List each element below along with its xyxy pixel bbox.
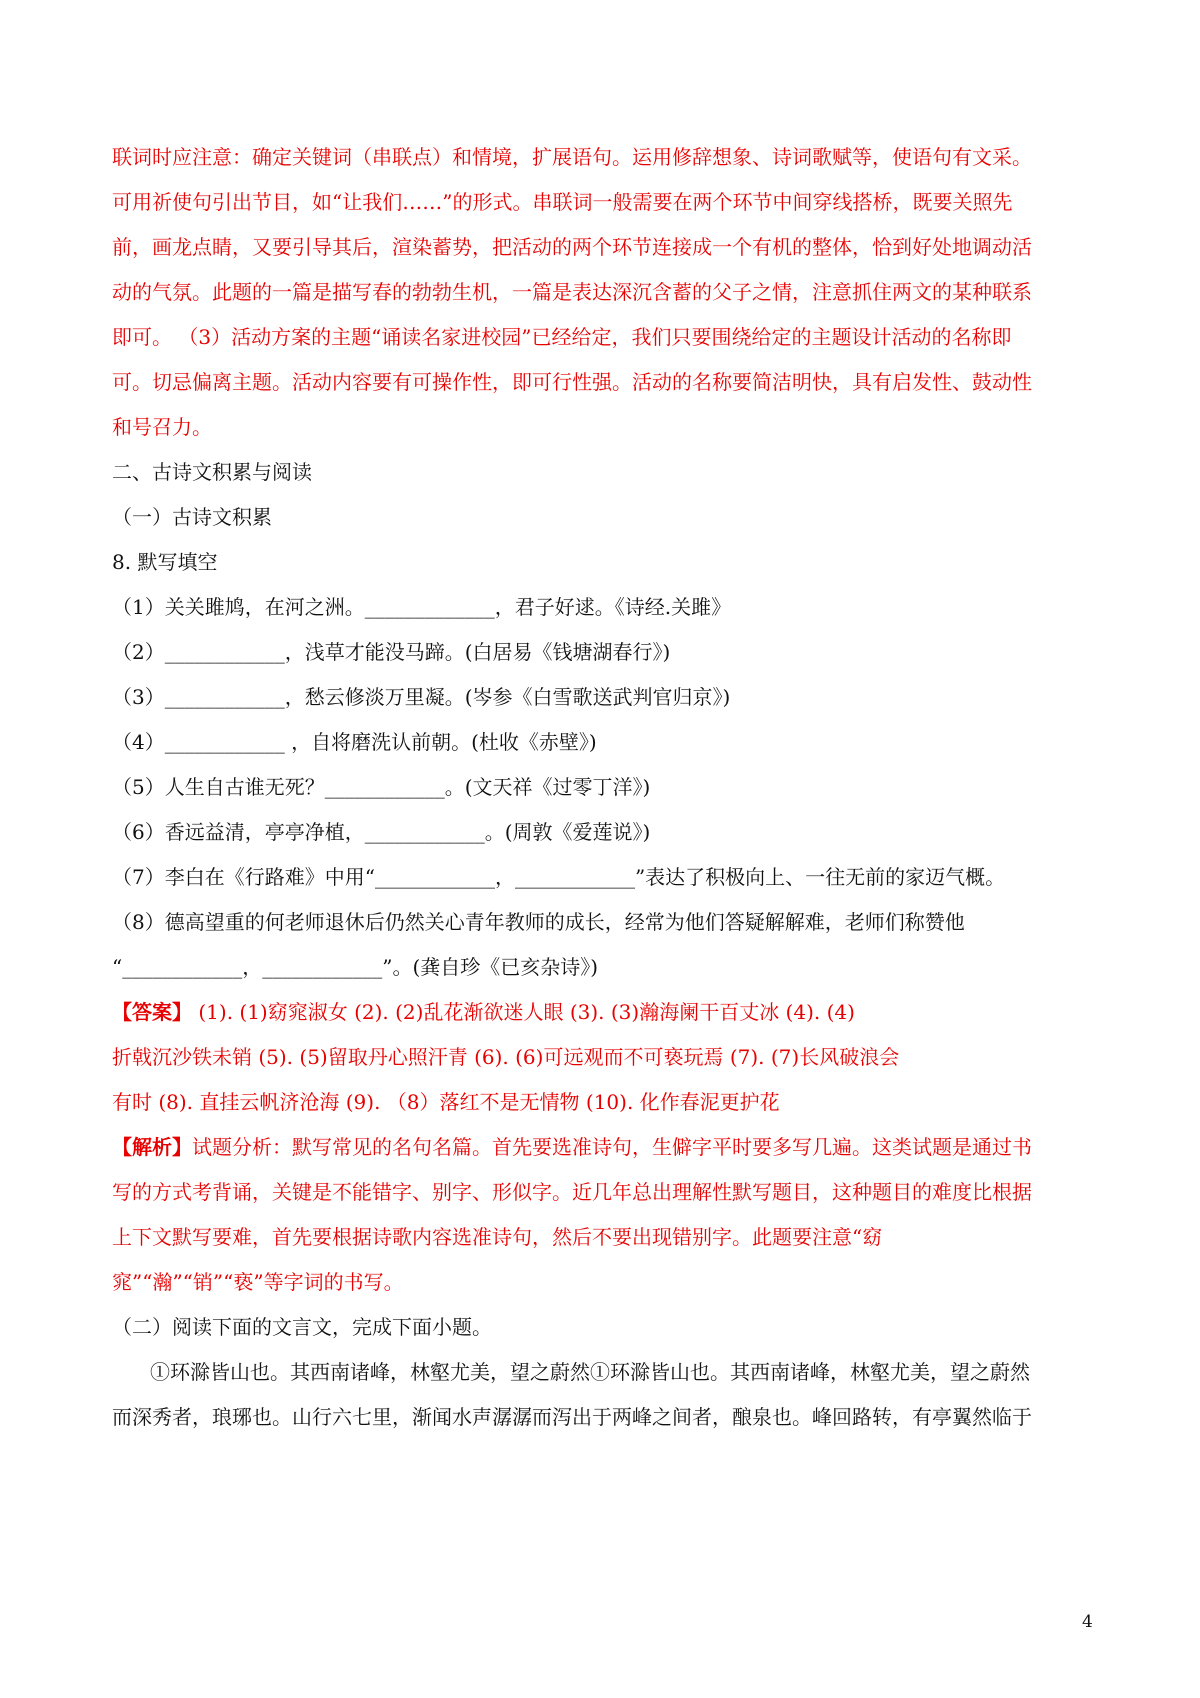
subsection-title: （一）古诗文积累 <box>112 505 272 529</box>
fill-item: （4）____________ ，自将磨洗认前朝。(杜收《赤壁》) <box>112 730 597 754</box>
explanation-line: 即可。 （3）活动方案的主题“诵读名家进校园”已经给定，我们只要围绕给定的主题设计活动的名称即 <box>112 325 1012 349</box>
answer-label: 【答案】 <box>112 1000 192 1024</box>
page-number: 4 <box>1082 1612 1093 1632</box>
explanation-line: 动的气氛。此题的一篇是描写春的勃勃生机，一篇是表达深沉含蓄的父子之情，注意抓住两文的某种联系 <box>112 280 1032 304</box>
subsection-title: （二）阅读下面的文言文，完成下面小题。 <box>112 1315 492 1339</box>
analysis-line: 窕”“瀚”“销”“亵”等字词的书写。 <box>112 1270 404 1294</box>
fill-item: “____________，____________”。(龚自珍《已亥杂诗》) <box>112 955 599 979</box>
passage-line: 而深秀者，琅琊也。山行六七里，渐闻水声潺潺而泻出于两峰之间者，酿泉也。峰回路转，有亭翼然临于 <box>112 1405 1032 1429</box>
analysis-line: 写的方式考背诵，关键是不能错字、别字、形似字。近几年总出理解性默写题目，这种题目的难度比根据 <box>112 1180 1032 1204</box>
answer-line <box>112 998 855 1026</box>
fill-item: （6）香远益清，亭亭净植，____________。(周敦《爱莲说》) <box>112 820 651 844</box>
explanation-line: 和号召力。 <box>112 415 212 439</box>
fill-item: （3）____________，愁云修淡万里凝。(岑参《白雪歌送武判官归京》) <box>112 685 731 709</box>
analysis-text: 试题分析：默写常见的名句名篇。首先要选准诗句，生僻字平时要多写几遍。这类试题是通过书 <box>192 1135 1032 1159</box>
explanation-line: 联词时应注意：确定关键词（串联点）和情境，扩展语句。运用修辞想象、诗词歌赋等，使语句有文采。 <box>112 145 1032 169</box>
explanation-line: 可用祈使句引出节目，如“让我们……”的形式。串联词一般需要在两个环节中间穿线搭桥，既要关照先 <box>112 190 1013 214</box>
fill-item: （1）关关雎鸠，在河之洲。_____________，君子好逑。《诗经.关雎》 <box>112 595 732 619</box>
answer-line: 折戟沉沙铁未销 (5). (5)留取丹心照汗青 (6). (6)可远观而不可亵玩焉 (7). (7)长风破浪会 <box>112 1045 900 1069</box>
analysis-line: 上下文默写要难，首先要根据诗歌内容选准诗句，然后不要出现错别字。此题要注意“窈 <box>112 1225 883 1249</box>
fill-item: （5）人生自古谁无死？____________。(文天祥《过零丁洋》) <box>112 775 651 799</box>
question-title: 8. 默写填空 <box>112 550 218 574</box>
fill-item: （7）李白在《行路难》中用“____________，____________”表达了积极向上、一往无前的家迈气概。 <box>112 865 1006 889</box>
analysis-label: 【解析】 <box>112 1135 192 1159</box>
explanation-line: 可。切忌偏离主题。活动内容要有可操作性，即可行性强。活动的名称要简洁明快，具有启发性、鼓动性 <box>112 370 1032 394</box>
answer-line: 有时 (8). 直挂云帆济沧海 (9). （8）落红不是无情物 (10). 化作春泥更护花 <box>112 1090 780 1114</box>
explanation-line: 前，画龙点睛，又要引导其后，渲染蓄势，把活动的两个环节连接成一个有机的整体，恰到好处地调动活 <box>112 235 1032 259</box>
fill-item: （8）德高望重的何老师退休后仍然关心青年教师的成长，经常为他们答疑解解难，老师们称赞他 <box>112 910 965 934</box>
section-title: 二、古诗文积累与阅读 <box>112 460 312 484</box>
analysis-line <box>112 1133 1032 1161</box>
fill-item: （2）____________，浅草才能没马蹄。(白居易《钱塘湖春行》) <box>112 640 671 664</box>
answer-text: (1). (1)窈窕淑女 (2). (2)乱花渐欲迷人眼 (3). (3)瀚海阑干百丈冰 (4). (4) <box>192 1000 855 1024</box>
passage-line: ①环滁皆山也。其西南诸峰，林壑尤美，望之蔚然①环滁皆山也。其西南诸峰，林壑尤美，望之蔚然 <box>150 1360 1030 1384</box>
